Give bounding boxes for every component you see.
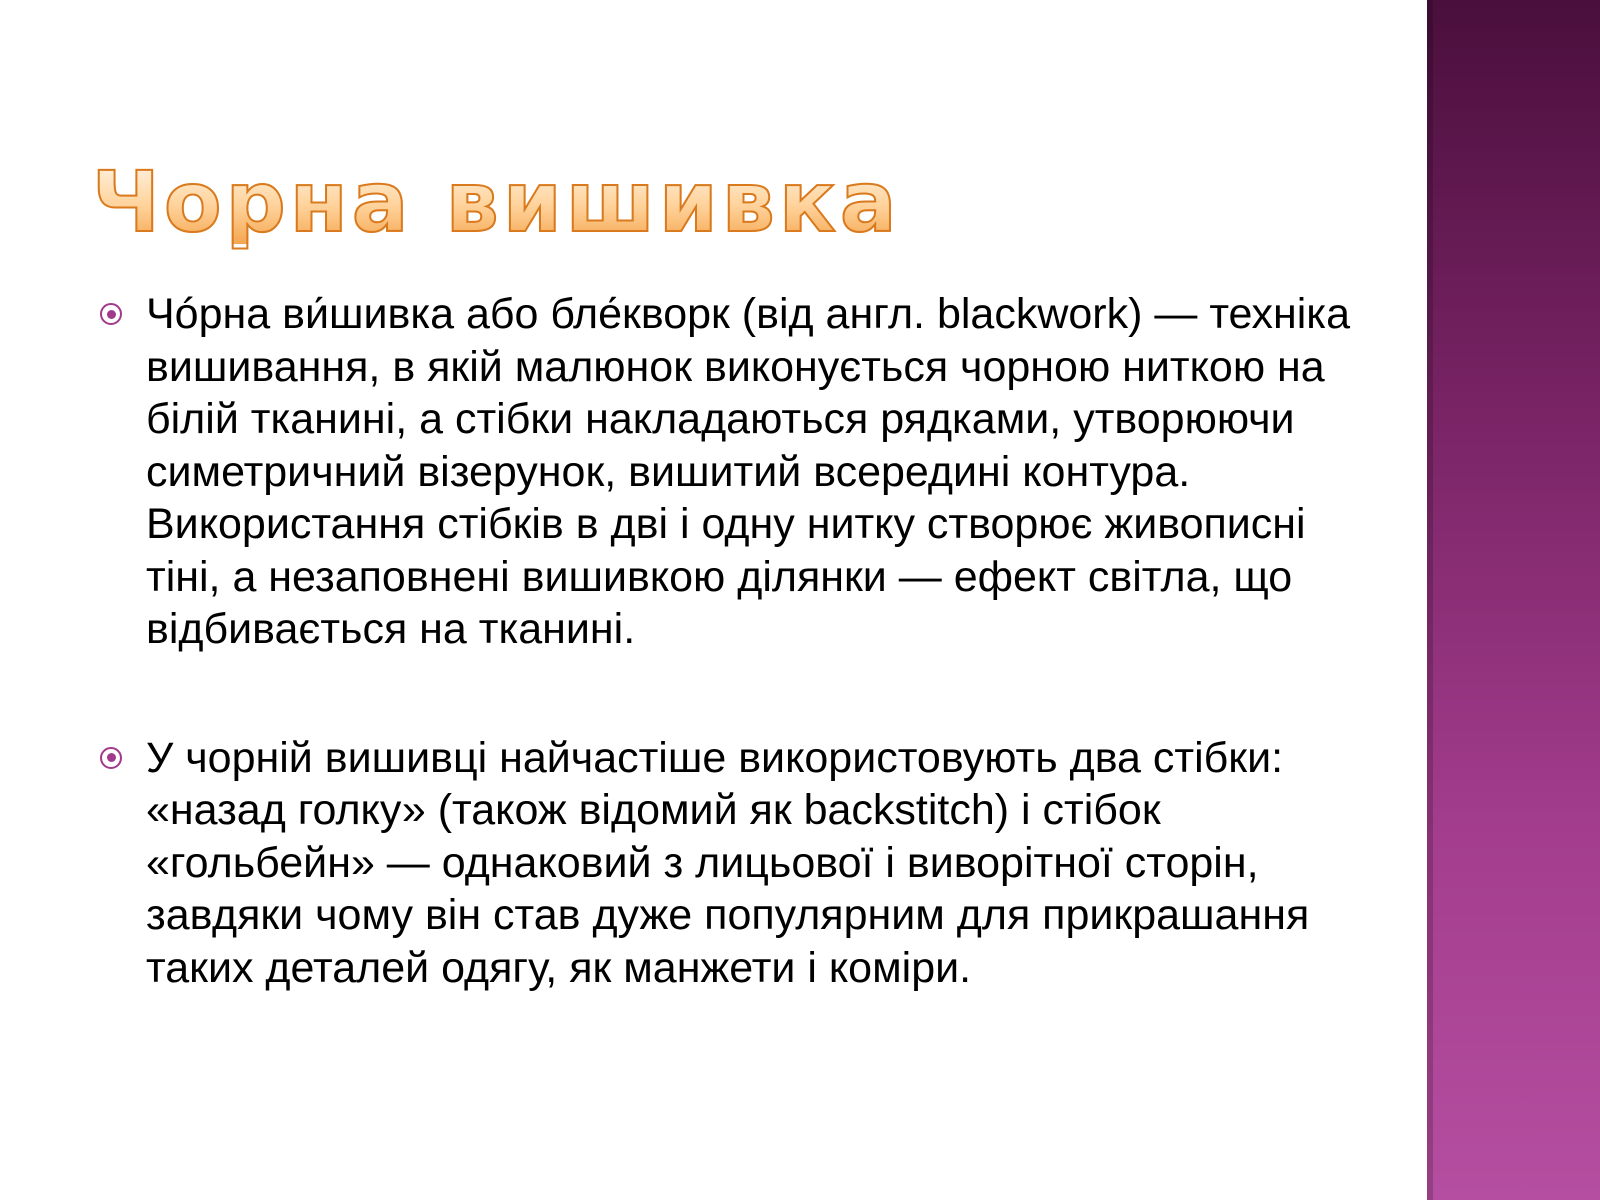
target-bullet-icon	[100, 303, 122, 325]
slide-title: Чорна вишивка	[92, 153, 901, 251]
bullet-item	[100, 732, 1350, 995]
bullet-list	[100, 288, 1350, 994]
decorative-side-band	[1427, 0, 1600, 1200]
target-bullet-icon	[100, 747, 122, 769]
bullet-text: Чóрна ви́шивка або бле́кворк (від англ. blackwork) — техніка вишивання, в якій малюнок виконується чорною ниткою на білій тканині, а стібки накладаються рядками, утворюючи симетричний візерунок, вишитий всередині контура. Використання стібків в дві і одну нитку створює живописні тіні, а незаповнені вишивкою ділянки — ефект світла, що відбивається на тканині.	[146, 290, 1350, 653]
bullet-item	[100, 288, 1350, 656]
bullet-text: У чорній вишивці найчастіше використовують два стібки: «назад голку» (також відомий як backstitch) і стібок «гольбейн» — однаковий з лицьової і виворітної сторін, завдяки чому він став дуже популярним для прикрашання таких деталей одягу, як манжети і коміри.	[146, 733, 1310, 992]
